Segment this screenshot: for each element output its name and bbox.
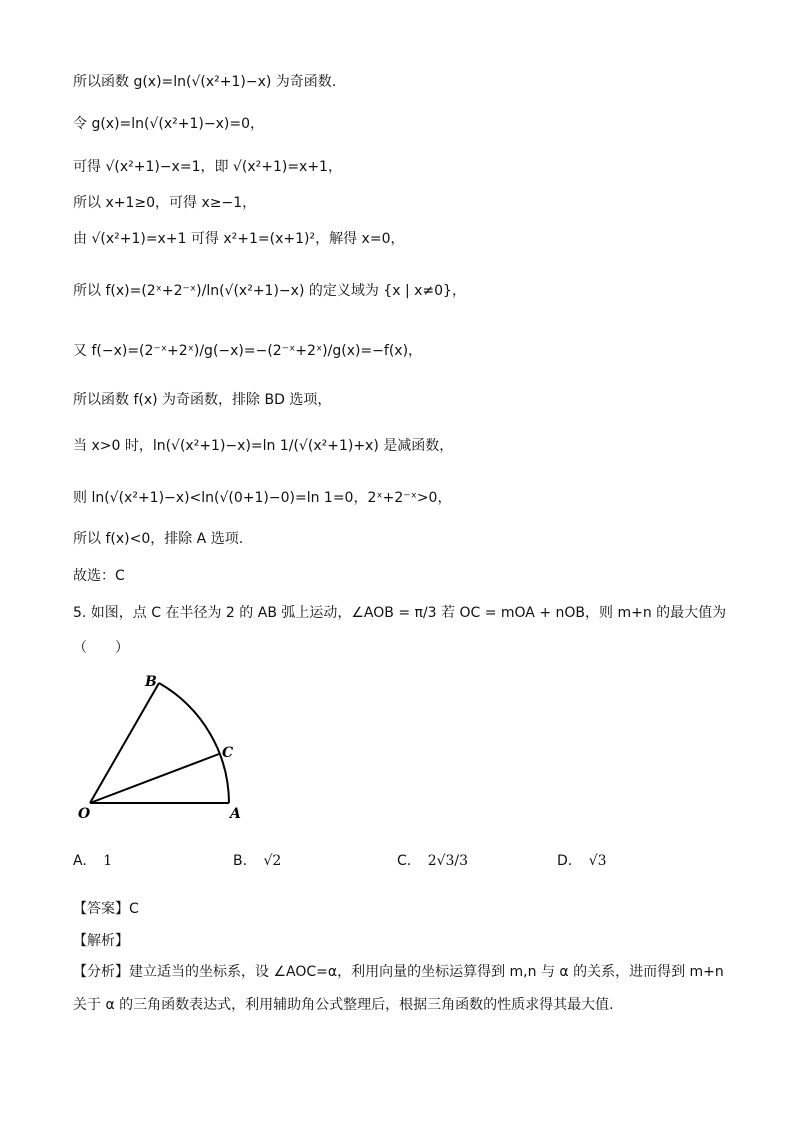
label-C: C bbox=[222, 745, 234, 761]
solution-line: 所以函数 g(x)=ln(√(x²+1)−x) 为奇函数. bbox=[73, 74, 337, 90]
solution-line: 令 g(x)=ln(√(x²+1)−x)=0， bbox=[73, 116, 264, 132]
analysis-line: 关于 α 的三角函数表达式，利用辅助角公式整理后，根据三角函数的性质求得其最大值. bbox=[73, 997, 614, 1013]
question-text: 5. 如图，点 C 在半径为 2 的 AB 弧上运动，∠AOB = π/3 若 OC = mOA + nOB，则 m+n 的最大值为 bbox=[73, 605, 727, 621]
analysis-title: 【解析】 bbox=[73, 933, 129, 949]
option-letter: C. bbox=[397, 853, 412, 869]
option-value: √2 bbox=[263, 853, 282, 869]
solution-line: 由 √(x²+1)=x+1 可得 x²+1=(x+1)²，解得 x=0， bbox=[73, 231, 405, 247]
label-A: A bbox=[230, 806, 241, 822]
option-letter: B. bbox=[233, 853, 248, 869]
solution-line: 所以函数 f(x) 为奇函数，排除 BD 选项， bbox=[73, 392, 332, 408]
segment-OB bbox=[90, 683, 159, 803]
solution-line: 当 x>0 时，ln(√(x²+1)−x)=ln 1/(√(x²+1)+x) 是减函数， bbox=[73, 438, 454, 454]
option-value: √3 bbox=[588, 853, 607, 869]
question-paren: （ ） bbox=[73, 640, 129, 656]
arc-AB bbox=[159, 683, 229, 803]
label-O: O bbox=[78, 806, 91, 822]
solution-line: 则 ln(√(x²+1)−x)<ln(√(0+1)−0)=ln 1=0，2ˣ+2⁻ˣ>0， bbox=[73, 490, 452, 506]
option-b bbox=[233, 853, 281, 869]
solution-line: 可得 √(x²+1)−x=1，即 √(x²+1)=x+1， bbox=[73, 159, 342, 175]
option-a bbox=[73, 853, 112, 869]
option-letter: A. bbox=[73, 853, 87, 869]
solution-line: 又 f(−x)=(2⁻ˣ+2ˣ)/g(−x)=−(2⁻ˣ+2ˣ)/g(x)=−f(x)， bbox=[73, 343, 423, 359]
solution-line: 所以 f(x)=(2ˣ+2⁻ˣ)/ln(√(x²+1)−x) 的定义域为 {x | x≠0}， bbox=[73, 283, 466, 299]
solution-line: 故选：C bbox=[73, 568, 125, 584]
solution-line: 所以 f(x)<0，排除 A 选项. bbox=[73, 531, 244, 547]
answer-line: 【答案】C bbox=[73, 901, 139, 917]
label-B: B bbox=[145, 674, 157, 690]
option-letter: D. bbox=[557, 853, 573, 869]
option-value: 2√3/3 bbox=[427, 853, 469, 869]
solution-line: 所以 x+1≥0，可得 x≥−1， bbox=[73, 195, 257, 211]
segment-OC bbox=[90, 754, 219, 803]
sector-diagram bbox=[70, 668, 270, 828]
analysis-line: 【分析】建立适当的坐标系，设 ∠AOC=α，利用向量的坐标运算得到 m,n 与 α 的关系，进而得到 m+n bbox=[73, 964, 724, 980]
option-d bbox=[557, 853, 607, 869]
option-value: 1 bbox=[103, 853, 113, 869]
option-c bbox=[397, 853, 468, 869]
